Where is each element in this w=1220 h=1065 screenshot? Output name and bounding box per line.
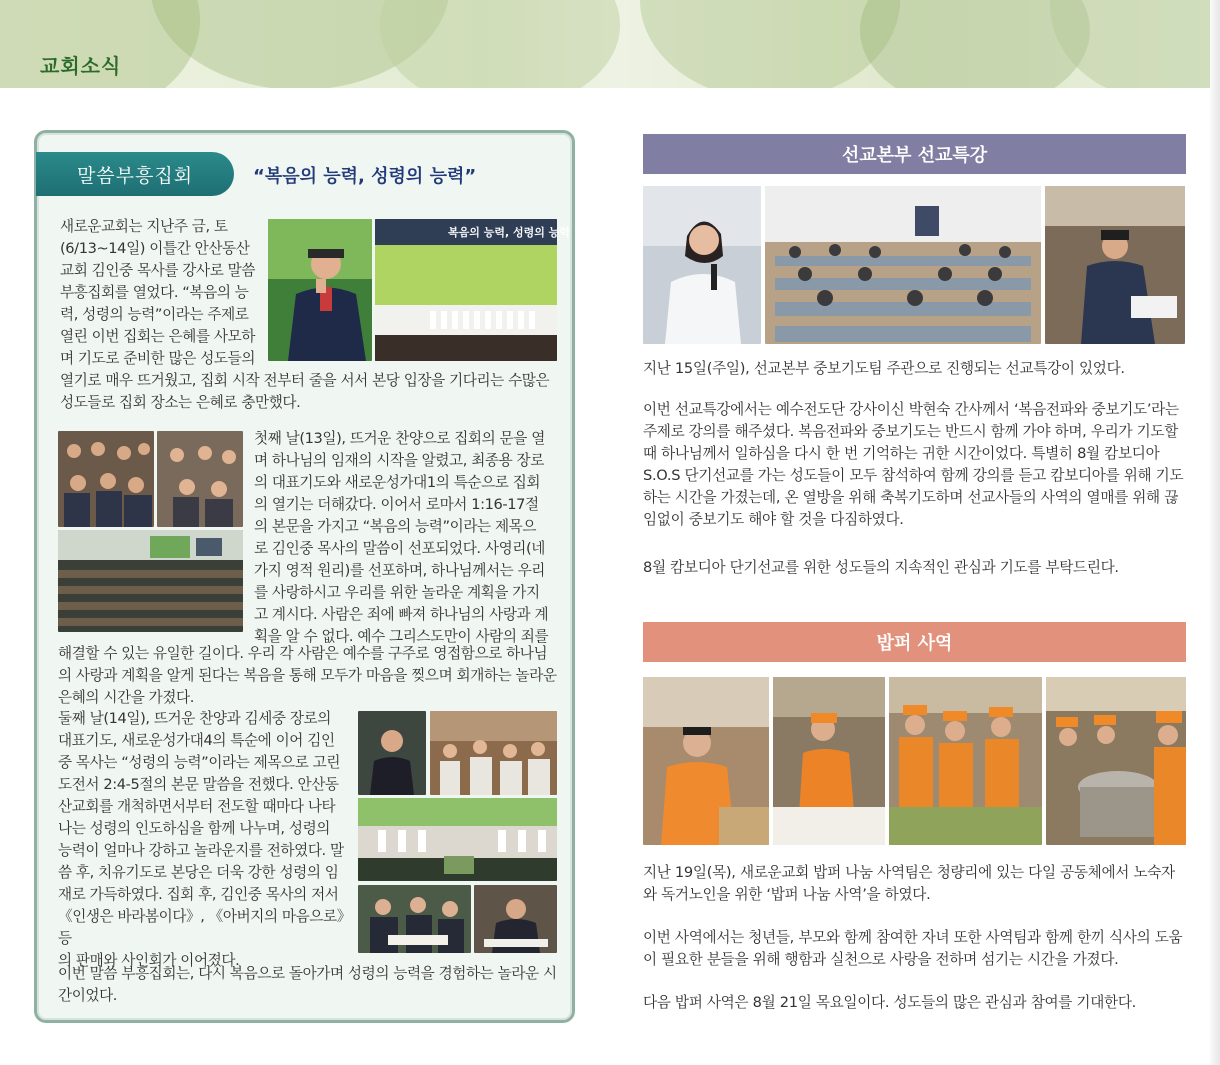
meal-photo-1	[643, 677, 769, 845]
article-title: “복음의 능력, 성령의 능력”	[253, 166, 477, 187]
meal-ministry-header: 밥퍼 사역	[643, 622, 1186, 662]
meal-photo-2	[773, 677, 885, 845]
banner-caption: 복음의 능력, 성령의 능력	[448, 226, 570, 239]
lecture-para-1: 지난 15일(주일), 선교본부 중보기도팀 주관으로 진행되는 선교특강이 있었다.	[643, 360, 1125, 377]
paragraph-2-lines: 첫째 날(13일), 뜨거운 찬양으로 집회의 문을 열 며 하나님의 임재의 시작을 알렸고, 최종용 장로 의 대표기도와 새로운성가대1의 특순으로 집회 의 열기는 더해갔다. 이어서 로마서 1:16-17절 의 본문을 가지고 “복음의 능력”이라는 제목으 로 김인중 목사의 말씀이 선포되었다. 사영리(네 가지 영적 원리)를 선포하며, 하나님께서는 우리 를 사랑하시고 우리를 위한 놀라운 계획을 가지 고 계시다. 사람은 죄에 빠져 하나님의 사랑과 계 획을 알 수 없다. 예수 그리스도만이 사람의 죄를	[254, 430, 549, 645]
meal-photo-4	[1046, 677, 1186, 845]
lecturer-photo	[643, 186, 761, 344]
paragraph-4: 이번 말씀 부흥집회는, 다시 복음으로 돌아가며 성령의 능력을 경험하는 놀라운 시간이었다.	[58, 965, 557, 1004]
meal-para-2: 이번 사역에서는 청년들, 부모와 함께 참여한 자녀 또한 사역팀과 함께 한끼 식사의 도움이 필요한 분들을 위해 행함과 실천으로 사랑을 전하며 섬기는 시간을 가졌다.	[643, 929, 1183, 968]
paragraph-2-tail: 해결할 수 있는 유일한 길이다. 우리 각 사람은 예수를 구주로 영접함으로 하나님의 사랑과 계획을 알게 된다는 복음을 통해 모두가 마음을 찢으며 회개하는 놀라운 은혜의 시간을 가졌다.	[58, 645, 557, 706]
header-band	[0, 0, 1220, 88]
sanctuary-wide-photo	[58, 530, 243, 632]
section-title: 교회소식	[40, 54, 122, 78]
meal-para-3: 다음 밥퍼 사역은 8월 21일 목요일이다. 성도들의 많은 관심과 참여를 기대한다.	[643, 994, 1136, 1011]
article-tag: 말씀부흥집회	[36, 152, 234, 196]
note-taking-photo	[1045, 186, 1185, 344]
book-signing-photo-1	[358, 885, 471, 953]
book-signing-photo-2	[474, 885, 557, 953]
page-edge	[1210, 0, 1220, 1065]
paragraph-1-lines: 새로운교회는 지난주 금, 토 (6/13~14일) 이틀간 안산동산 교회 김인중 목사를 강사로 말씀 부흥집회를 열었다. “복음의 능 력, 성령의 능력”이라는 주제로 열린 이번 집회는 은혜를 사모하 며 기도로 준비한 많은 성도들의	[60, 218, 256, 367]
speaker-photo-2	[358, 711, 426, 795]
missions-lecture-header: 선교본부 선교특강	[643, 134, 1186, 174]
congregation-photo-1	[58, 431, 154, 527]
choir-stage-photo	[358, 798, 557, 881]
paragraph-1-tail: 열기로 매우 뜨거웠고, 집회 시작 전부터 줄을 서서 본당 입장을 기다리는 수많은 성도들로 집회 장소는 은혜로 충만했다.	[60, 372, 550, 411]
worship-photo	[430, 711, 557, 795]
lecture-para-2: 이번 선교특강에서는 예수전도단 강사이신 박현숙 간사께서 ‘복음전파와 중보기도’라는 주제로 강의를 해주셨다. 복음전파와 중보기도는 반드시 함께 가야 하며, 우리가 기도할 때 하나님께서 일하심을 다시 한 번 기억하는 귀한 시간이었다. 특별히 8월 캄보디아 S.O.S 단기선교를 가는 성도들이 모두 참석하여 함께 강의를 듣고 캄보디아를 위해 기도하는 시간을 가졌는데, 온 열방을 위해 축복기도하며 선교사들의 사역의 열매를 위해 끊임없이 중보기도 해야 할 것을 다짐하였다.	[643, 401, 1184, 528]
lecture-para-3: 8월 캄보디아 단기선교를 위한 성도들의 지속적인 관심과 기도를 부탁드린다.	[643, 559, 1119, 576]
paragraph-3-lines: 둘째 날(14일), 뜨거운 찬양과 김세중 장로의 대표기도, 새로운성가대4의 특순에 이어 김인 중 목사는 “성령의 능력”이라는 제목으로 고린 도전서 2:4-5절의 본문 말씀을 전했다. 안산동 산교회를 개척하면서부터 전도할 때마다 나타 나는 성령의 인도하심을 함께 나누며, 성령의 능력이 얼마나 강하고 놀라운지를 전하였다. 말 씀 후, 치유기도로 본당은 더욱 강한 성령의 임 재로 가득하였다. 집회 후, 김인중 목사의 저서 《인생은 바라봄이다》, 《아버지의 마음으로》 등 의 판매와 사인회가 이어졌다.	[58, 710, 351, 969]
meal-para-1: 지난 19일(목), 새로운교회 밥퍼 나눔 사역팀은 청량리에 있는 다일 공동체에서 노숙자와 독거노인을 위한 ‘밥퍼 나눔 사역’을 하였다.	[643, 864, 1175, 903]
banner-choir-photo	[375, 219, 557, 361]
preacher-photo	[268, 219, 372, 361]
congregation-photo-2	[157, 431, 243, 527]
lecture-audience-photo	[765, 186, 1041, 344]
meal-photo-3	[889, 677, 1042, 845]
